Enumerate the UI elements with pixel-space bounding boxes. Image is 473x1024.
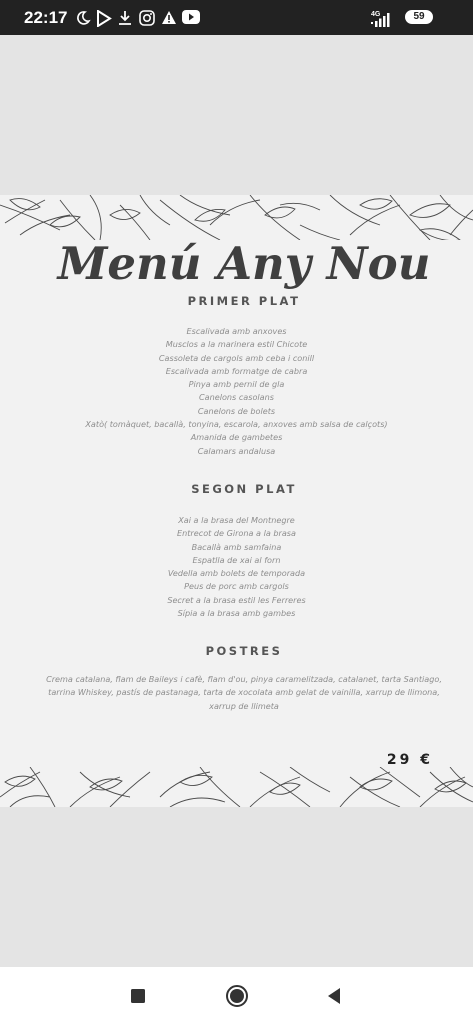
warning-icon bbox=[161, 10, 177, 25]
back-icon[interactable] bbox=[321, 983, 347, 1009]
menu-image bbox=[0, 195, 473, 807]
network-type: 4G bbox=[371, 11, 381, 18]
menu-price: 29 € bbox=[386, 752, 433, 768]
moon-icon bbox=[75, 10, 91, 26]
section-heading-segon-plat: SEGON PLAT bbox=[191, 482, 297, 496]
section-heading-primer-plat: PRIMER PLAT bbox=[187, 294, 301, 308]
menu-title: Menú Any Nou bbox=[57, 237, 431, 290]
leaf-decoration-bottom bbox=[0, 767, 473, 807]
recent-apps-icon[interactable] bbox=[125, 983, 151, 1009]
section-heading-postres: POSTRES bbox=[205, 644, 283, 658]
viewer-background-top bbox=[0, 35, 473, 195]
list-item: Canelons de bolets bbox=[197, 405, 276, 416]
navigation-bar bbox=[0, 967, 473, 1024]
play-store-icon bbox=[96, 10, 112, 27]
list-item: Xatò( tomàquet, bacallà, tonyina, escarola, anxoves amb salsa de calçots) bbox=[85, 419, 388, 430]
list-item: Calamars andalusa bbox=[197, 445, 276, 456]
list-item: Sípia a la brasa amb gambes bbox=[177, 608, 296, 619]
list-item: Peus de porc amb cargols bbox=[184, 581, 289, 592]
list-item: Xai a la brasa del Montnegre bbox=[178, 515, 295, 525]
list-item: Vedella amb bolets de temporada bbox=[167, 568, 306, 579]
viewer-background-bottom bbox=[0, 807, 473, 967]
list-item: Escalivada amb anxoves bbox=[186, 326, 287, 336]
signal-icon bbox=[371, 13, 391, 27]
download-icon bbox=[118, 10, 132, 26]
home-icon[interactable] bbox=[224, 983, 250, 1009]
list-item: Amanida de gambetes bbox=[190, 432, 283, 443]
status-bar bbox=[0, 0, 473, 35]
list-item: Musclos a la marinera estil Chicote bbox=[165, 339, 308, 350]
youtube-icon bbox=[182, 10, 200, 24]
list-item: Pinya amb pernil de gla bbox=[188, 379, 285, 390]
instagram-icon bbox=[139, 10, 155, 26]
primer-plat-list bbox=[0, 325, 473, 458]
list-item: Espatlla de xai al forn bbox=[192, 554, 281, 565]
status-right bbox=[363, 0, 473, 35]
list-item: Entrecot de Girona a la brasa bbox=[177, 528, 296, 539]
list-item: Escalivada amb formatge de cabra bbox=[165, 365, 308, 376]
segon-plat-list bbox=[0, 514, 473, 620]
postres-text: Crema catalana, flam de Baileys i cafè, flam d'ou, pinya caramelitzada, catalanet, tarta Santiago, tarrina Whiskey, pastís de pastanaga, tarta de xocolata amb gelat de vainilla, xarrup de llimona, xarrup de llimeta bbox=[46, 674, 442, 711]
list-item: Cassoleta de cargols amb ceba i conill bbox=[158, 352, 315, 363]
battery-icon: 59 bbox=[405, 10, 433, 24]
list-item: Canelons casolans bbox=[199, 392, 274, 403]
status-time: 22:17 bbox=[24, 8, 68, 27]
list-item: Secret a la brasa estil les Ferreres bbox=[167, 594, 306, 605]
list-item: Bacallà amb samfaina bbox=[191, 541, 282, 552]
leaf-decoration-top bbox=[0, 195, 473, 240]
